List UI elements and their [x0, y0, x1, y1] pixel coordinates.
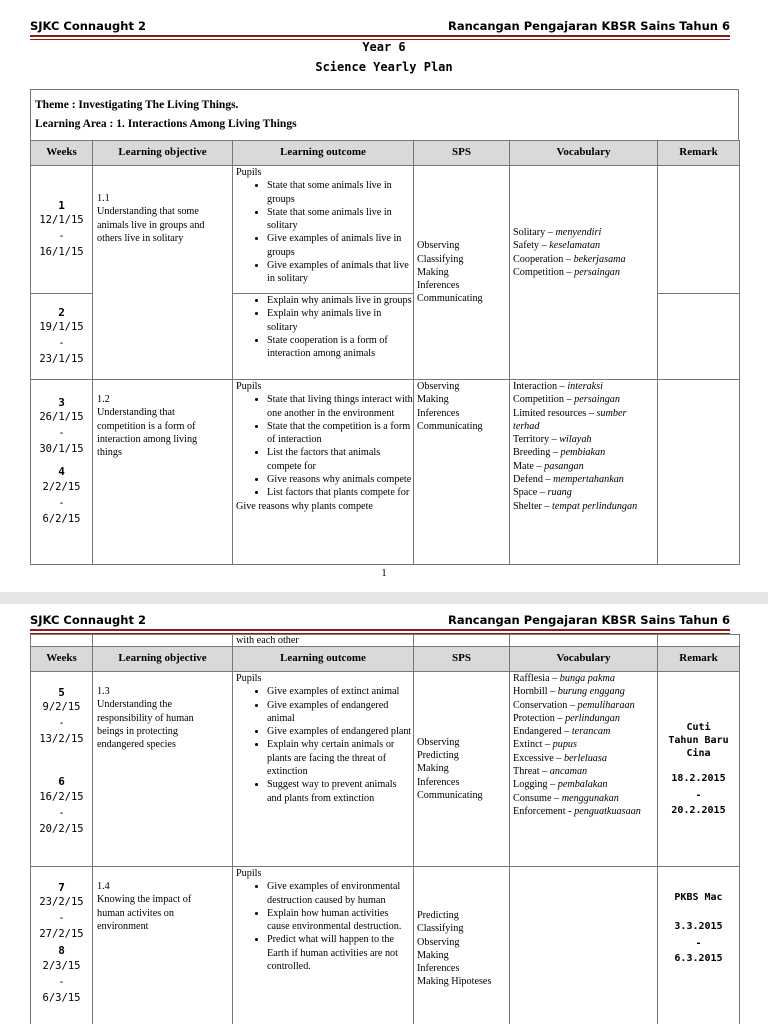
vocabulary-cell — [510, 867, 658, 1024]
table-header-row — [31, 647, 740, 672]
outcome-cell: • Explain why animals live in groups • Explain why animals live in solitary • State cooperation is a form of interaction among animals — [233, 294, 414, 380]
school-name: SJKC Connaught 2 — [30, 613, 146, 627]
plan-name: Rancangan Pengajaran KBSR Sains Tahun 6 — [447, 19, 730, 33]
continuation-row — [31, 635, 740, 647]
table-row — [31, 672, 740, 867]
objective-cell: 1.3Understanding the responsibility of human beings in protecting endangered species — [93, 672, 233, 867]
remark-cell: Cuti Tahun Baru Cina 18.2.2015 - 20.2.2015 — [658, 672, 740, 867]
sps-cell: Observing Predicting Making Inferences Communicating — [414, 672, 510, 867]
table-row — [31, 867, 740, 1024]
outcome-cell: Pupils • State that some animals live in groups • State that some animals live in solitary • Give examples of animals live in groups • Give examples of animals that live in solitary — [233, 166, 414, 294]
objective-cell: 1.4Knowing the impact of human activites on environment — [93, 867, 233, 1024]
col-weeks: Weeks — [31, 141, 93, 166]
doc-title: Science Yearly Plan — [315, 60, 453, 74]
col-remark: Remark — [658, 647, 740, 672]
vocabulary-cell: Rafflesia – bunga pakma Hornbill – burung enggang Conservation – pemuliharaan Protection – perlindungan Endangered – terancam Extinct – pupus Excessive – berleluasa Threat – ancaman Logging – pembalakan Consume – menggunakan Enforcement - penguatkuasaan — [510, 672, 658, 867]
vocabulary-cell: Interaction – interaksi Competition – persaingan Limited resources – sumber terhad Territory – wilayah Breeding – pembiakan Mate – pasangan Defend – mempertahankan Space – ruang Shelter – tempat perlindungan — [510, 380, 658, 565]
theme-text: Theme : Investigating The Living Things. — [35, 99, 239, 111]
week-cell: 2 19/1/15 - 23/1/15 — [31, 294, 93, 380]
week-cell: 7 23/2/15 - 27/2/15 8 2/3/15 - 6/3/15 — [31, 867, 93, 1024]
vocabulary-cell: Solitary – menyendiri Safety – keselamatan Cooperation – bekerjasama Competition – persaingan — [510, 166, 658, 380]
school-name: SJKC Connaught 2 — [30, 19, 146, 33]
page-2 — [0, 604, 768, 1024]
table-header-row — [31, 141, 740, 166]
sps-cell: Observing Making Inferences Communicating — [414, 380, 510, 565]
table-row — [31, 166, 740, 294]
col-outcome: Learning outcome — [233, 141, 414, 166]
plan-name: Rancangan Pengajaran KBSR Sains Tahun 6 — [447, 613, 730, 627]
col-outcome: Learning outcome — [233, 647, 414, 672]
col-weeks: Weeks — [31, 647, 93, 672]
col-objective: Learning objective — [93, 141, 233, 166]
col-objective: Learning objective — [93, 647, 233, 672]
week-cell: 5 9/2/15 - 13/2/15 6 16/2/15 - 20/2/15 — [31, 672, 93, 867]
page-number: 1 — [381, 567, 387, 579]
remark-cell — [658, 380, 740, 565]
objective-cell: 1.2Understanding that competition is a form of interaction among living things — [93, 380, 233, 565]
plan-table-page-2 — [30, 634, 740, 1024]
header-rule — [30, 35, 730, 37]
week-cell: 3 26/1/15 - 30/1/15 4 2/2/15 - 6/2/15 — [31, 380, 93, 565]
col-vocabulary: Vocabulary — [510, 647, 658, 672]
col-sps: SPS — [414, 647, 510, 672]
outcome-cell: Pupils • Give examples of extinct animal • Give examples of endangered animal • Give examples of endangered plant • Explain why certain animals or plants are facing the threat of extinction • Suggest way to prevent animals and plants from extinction — [233, 672, 414, 867]
plan-table-page-1 — [30, 140, 740, 565]
page-separator — [0, 592, 768, 604]
sps-cell: Predicting Classifying Observing Making Inferences Making Hipoteses — [414, 867, 510, 1024]
col-sps: SPS — [414, 141, 510, 166]
table-row — [31, 380, 740, 565]
objective-cell: 1.1Understanding that some animals live in groups and others live in solitary — [93, 166, 233, 380]
col-vocabulary: Vocabulary — [510, 141, 658, 166]
remark-cell — [658, 294, 740, 380]
continuation-text: with each other — [236, 635, 299, 646]
remark-cell — [658, 166, 740, 294]
learning-area-text: Learning Area : 1. Interactions Among Living Things — [35, 118, 297, 130]
week-cell: 1 12/1/15 - 16/1/15 — [31, 166, 93, 294]
col-remark: Remark — [658, 141, 740, 166]
outcome-cell: Pupils • Give examples of environmental destruction caused by human • Explain how human activities cause environmental destruction. • Predict what will happen to the Earth if human activities are not controlled. — [233, 867, 414, 1024]
remark-cell: PKBS Mac 3.3.2015 - 6.3.2015 — [658, 867, 740, 1024]
doc-title-year: Year 6 — [362, 40, 406, 54]
theme-box — [30, 89, 739, 141]
header-rule — [30, 629, 730, 631]
outcome-cell: Pupils • State that living things interact with one another in the environment • State that the competition is a form of interaction • List the factors that animals compete for • Give reasons why animals compete • List factors that plants compete for Give reasons why plants compete — [233, 380, 414, 565]
sps-cell: Observing Classifying Making Inferences Communicating — [414, 166, 510, 380]
